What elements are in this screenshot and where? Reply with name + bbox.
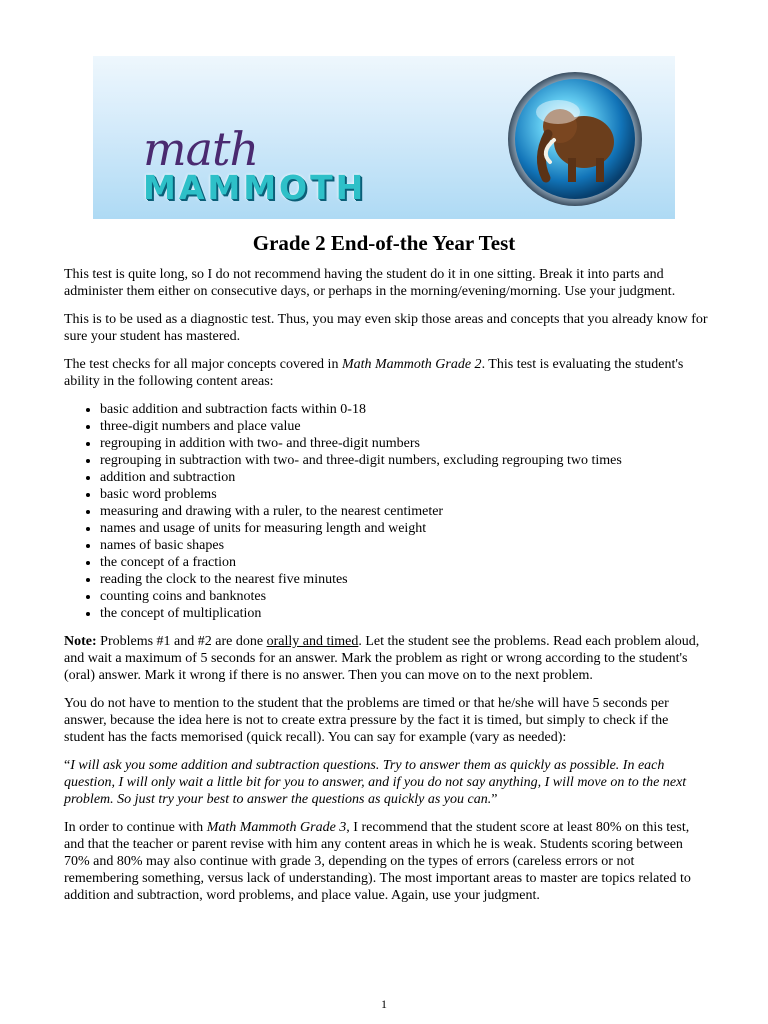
final-before: In order to continue with [64, 820, 207, 835]
list-item: • measuring and drawing with a ruler, to the nearest centimeter [100, 503, 709, 520]
mammoth-globe-icon [506, 70, 644, 208]
note-label: Note: [64, 634, 97, 649]
list-item: • three-digit numbers and place value [100, 418, 709, 435]
final-paragraph [64, 819, 709, 904]
quote-close: ” [491, 792, 498, 807]
intro-paragraph-1: This test is quite long, so I do not recommend having the student do it in one sitting. Break it into parts and administer them either on consecutive days, or perhaps in the morning/evening/morning. Use your judgment. [64, 267, 676, 299]
list-item: • reading the clock to the nearest five minutes [100, 571, 709, 588]
quote-open: “ [64, 758, 71, 773]
page-number: 1 [381, 997, 387, 1011]
note-paragraph [64, 633, 709, 684]
note-after: . Let the student see the problems. Read each problem aloud, and wait a maximum of 5 seconds for an answer. Mark the problem as right or wrong according to the student's (oral) answer. Mark it wrong if there is no answer. Then you can move on to the next problem. [64, 634, 700, 683]
quote-paragraph [64, 757, 709, 808]
page-title: Grade 2 End-of-the Year Test [252, 231, 516, 255]
list-item: • names of basic shapes [100, 537, 709, 554]
list-item: • basic word problems [100, 486, 709, 503]
intro-paragraph-3 [64, 356, 709, 390]
list-item: • addition and subtraction [100, 469, 709, 486]
intro-paragraph-2: This is to be used as a diagnostic test. Thus, you may even skip those areas and concepts that you already know for sure your student has mastered. [64, 312, 708, 344]
list-item: • regrouping in addition with two- and three-digit numbers [100, 435, 709, 452]
list-item: • regrouping in subtraction with two- and three-digit numbers, excluding regrouping two times [100, 452, 709, 469]
list-item: • counting coins and banknotes [100, 588, 709, 605]
timing-paragraph: You do not have to mention to the student that the problems are timed or that he/she will have 5 seconds per answer, because the idea here is not to create extra pressure by the fact it is timed, but simply to check if the student has the facts memorised (quick recall). You can say for example (vary as needed): [64, 696, 669, 745]
note-underlined: orally and timed [266, 634, 359, 649]
list-item: • the concept of a fraction [100, 554, 709, 571]
intro-p3-after: . This test is evaluating the student's ability in the following content areas: [64, 357, 684, 389]
quote-text: I will ask you some addition and subtraction questions. Try to answer them as quickly as possible. In each question, I will only wait a little bit for you to answer, and if you do not say anything, I will move on to the next problem. So just try your best to answer the questions as quickly as you can. [64, 758, 687, 807]
document-body [64, 266, 709, 915]
list-item: • basic addition and subtraction facts within 0-18 [100, 401, 709, 418]
content-areas-list [64, 401, 709, 622]
intro-p3-before: The test checks for all major concepts covered in [64, 357, 342, 372]
list-item: • names and usage of units for measuring length and weight [100, 520, 709, 537]
final-book-title: Math Mammoth Grade 3 [206, 820, 347, 835]
list-item: • the concept of multiplication [100, 605, 709, 622]
note-before: Problems #1 and #2 are done [96, 634, 267, 649]
logo-word-math: math [143, 122, 259, 176]
final-after: , I recommend that the student score at least 80% on this test, and that the teacher or parent revise with him any content areas in which he is weak. Students scoring between 70% and 80% may also continue with grade 3, depending on the types of errors (careless errors or not remembering something, versus lack of understanding). The most important areas to master are topics related to addition and subtraction, word problems, and place value. Again, use your judgment. [64, 820, 691, 903]
math-mammoth-banner [93, 56, 675, 219]
logo-word-mammoth: MAMMOTH [143, 168, 367, 207]
intro-p3-book-title: Math Mammoth Grade 2 [341, 357, 482, 372]
